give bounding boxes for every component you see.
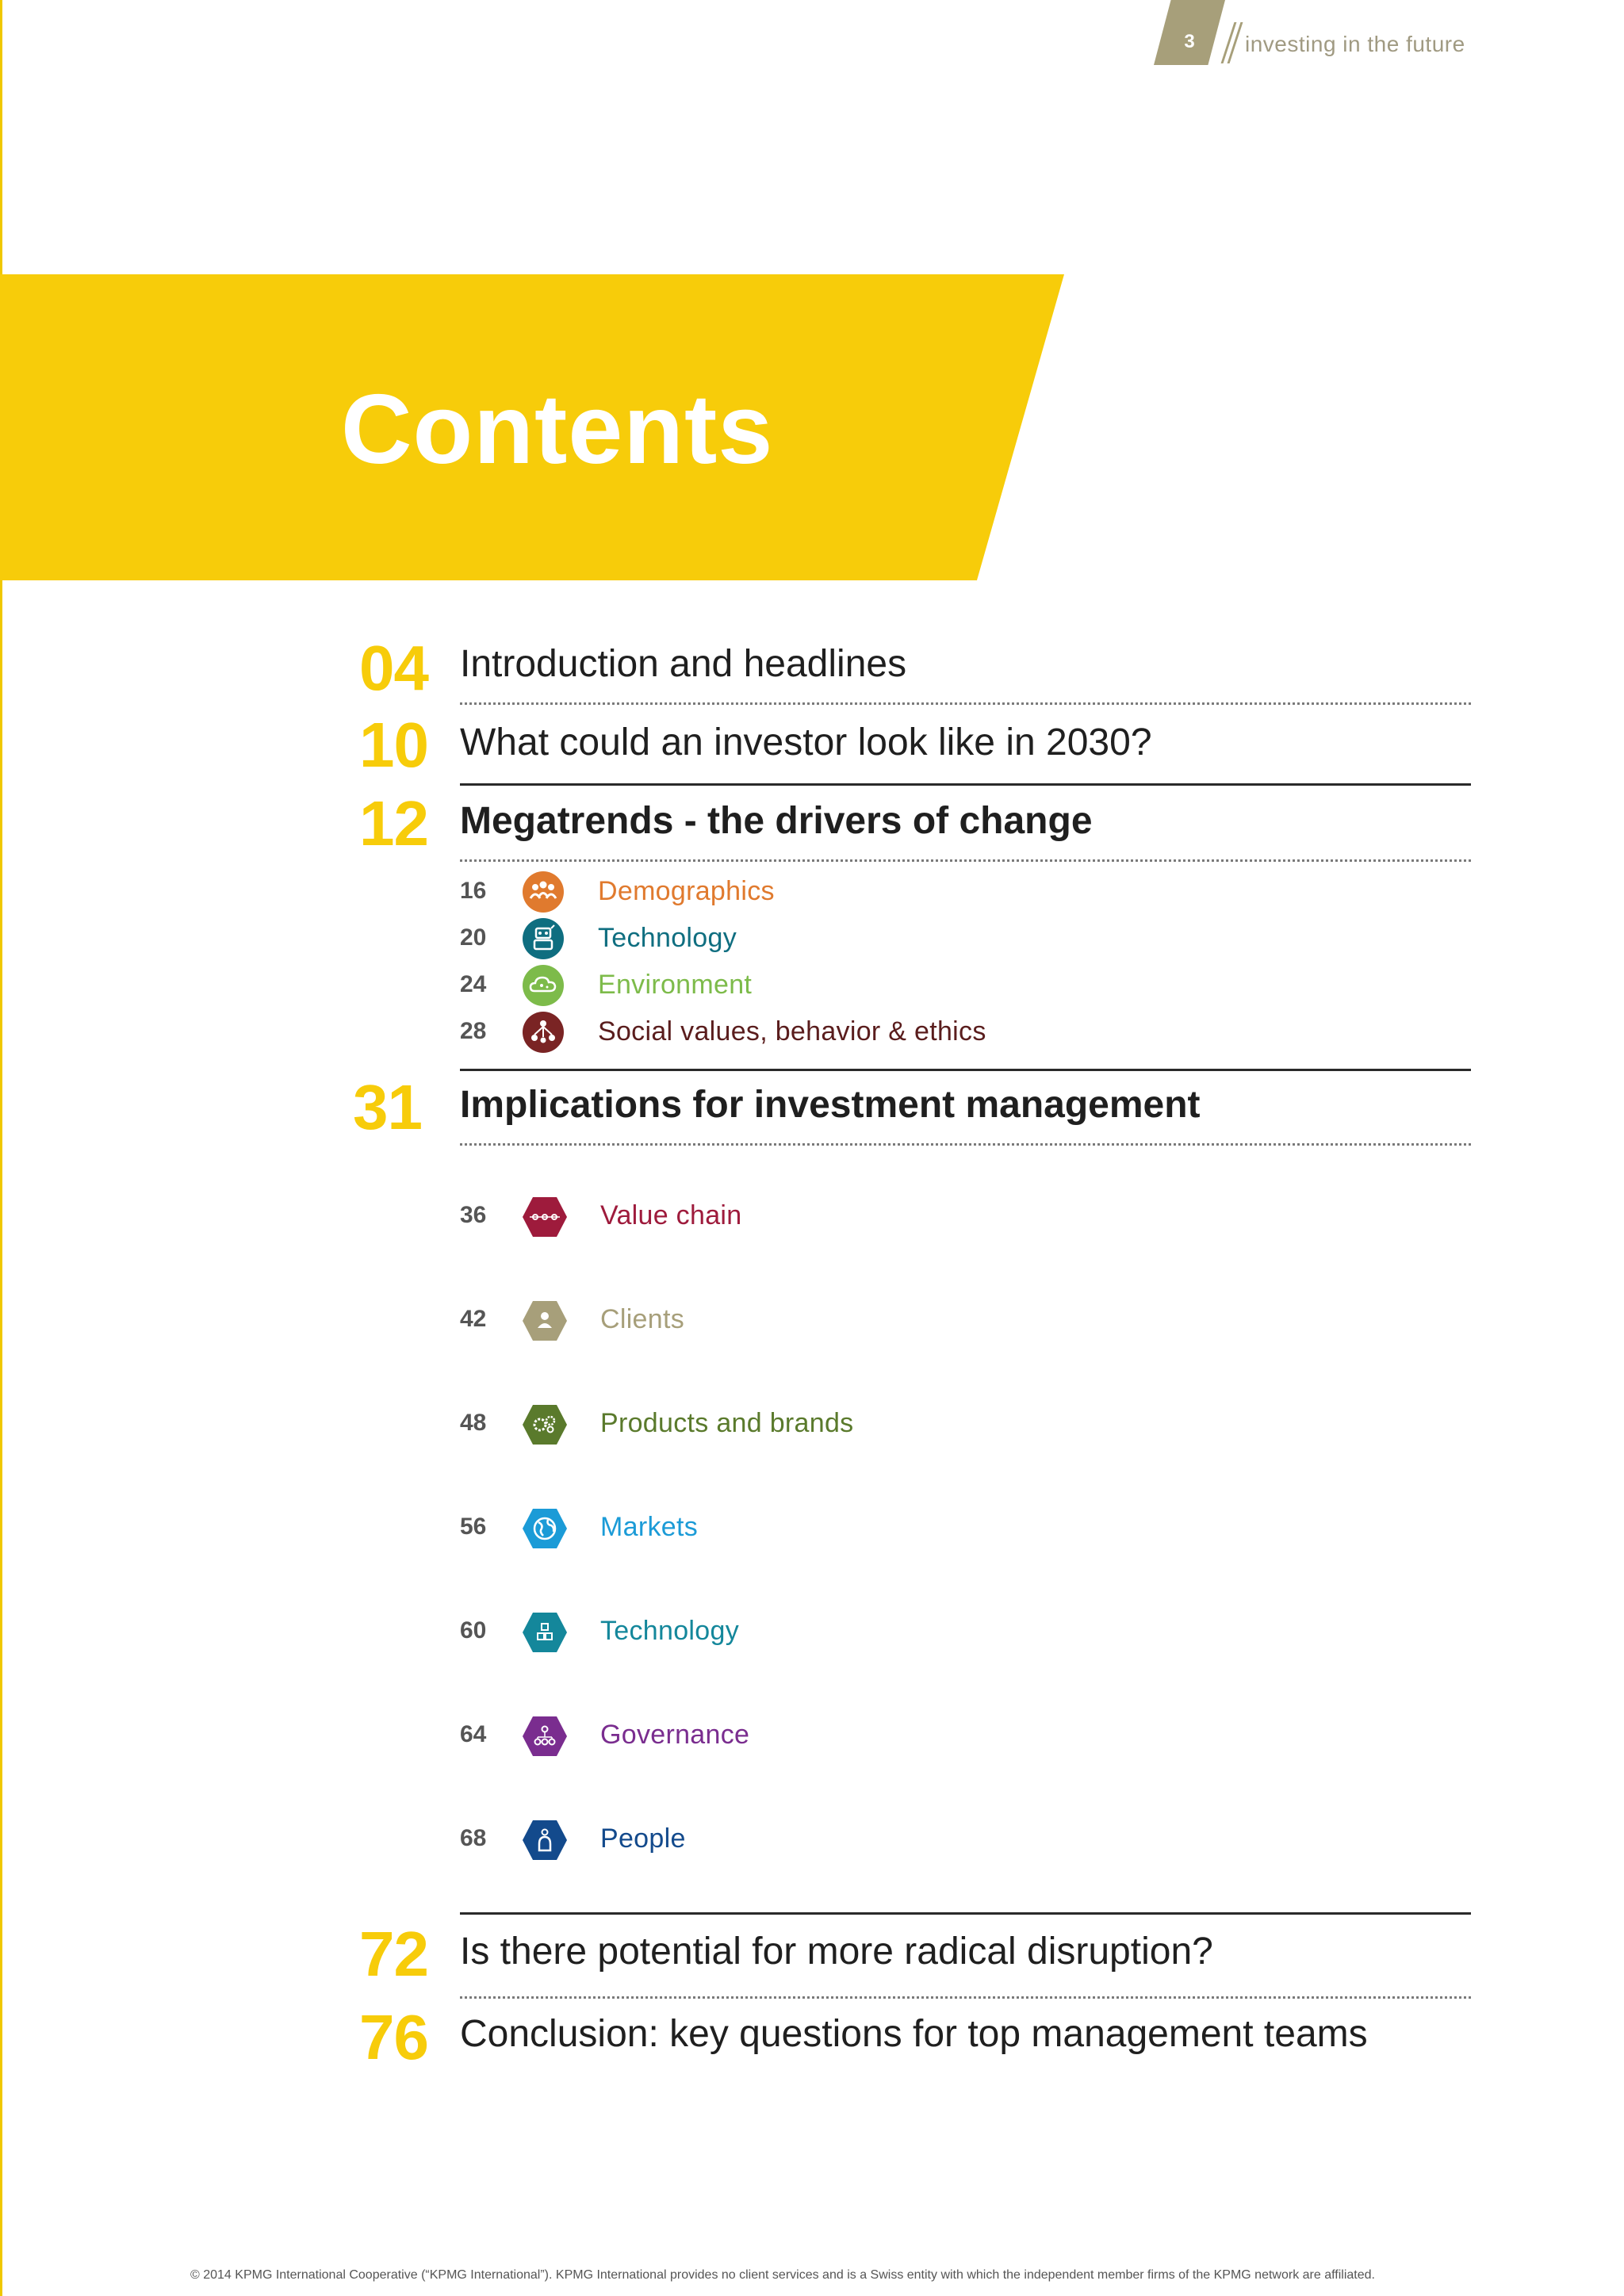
sub-entry-social-values[interactable]: Social values, behavior & ethics: [598, 1016, 986, 1047]
toc-page-number: 10: [359, 710, 428, 780]
toc-page-number: 31: [353, 1072, 422, 1142]
sub-page-number: 20: [460, 924, 487, 951]
solid-divider: [460, 783, 1471, 786]
hierarchy-icon: [522, 1715, 568, 1758]
network-people-icon: [523, 1012, 564, 1053]
sub-entry-demographics[interactable]: Demographics: [598, 876, 775, 906]
sub-page-number: 68: [460, 1825, 487, 1851]
sub-entry-clients[interactable]: Clients: [600, 1304, 685, 1334]
sub-entry-markets[interactable]: Markets: [600, 1512, 699, 1542]
sub-page-number: 28: [460, 1018, 487, 1044]
gears-icon: [522, 1403, 568, 1446]
page-title: Contents: [341, 375, 774, 484]
toc-page-number: 12: [359, 788, 428, 859]
robot-icon: [523, 918, 564, 959]
sub-page-number: 16: [460, 878, 487, 904]
toc-entry-implications[interactable]: Implications for investment management: [460, 1084, 1201, 1126]
sub-entry-products-brands[interactable]: Products and brands: [600, 1408, 854, 1438]
chain-icon: [522, 1196, 568, 1238]
dotted-divider: [460, 1143, 1471, 1146]
sub-page-number: 48: [460, 1410, 487, 1436]
blocks-icon: [522, 1611, 568, 1654]
sub-entry-environment[interactable]: Environment: [598, 970, 753, 1000]
running-title: investing in the future: [1245, 32, 1465, 56]
toc-entry-disruption[interactable]: Is there potential for more radical disruption?: [460, 1931, 1213, 1973]
sub-page-number: 42: [460, 1306, 487, 1332]
sub-entry-governance[interactable]: Governance: [600, 1720, 750, 1750]
toc-page-number: 04: [359, 633, 428, 703]
toc-page-number: 72: [359, 1919, 428, 1989]
dotted-divider: [460, 859, 1471, 862]
solid-divider: [460, 1069, 1471, 1071]
person-icon: [522, 1299, 568, 1342]
dotted-divider: [460, 702, 1471, 705]
globe-icon: [522, 1507, 568, 1550]
sub-page-number: 64: [460, 1721, 487, 1747]
cloud-icon: [523, 965, 564, 1006]
sub-page-number: 56: [460, 1513, 487, 1540]
lightbulb-head-icon: [522, 1819, 568, 1862]
sub-entry-technology-implication[interactable]: Technology: [600, 1616, 740, 1646]
sub-page-number: 36: [460, 1202, 487, 1228]
toc-entry-investor-2030[interactable]: What could an investor look like in 2030?: [460, 721, 1152, 763]
copyright-footer: © 2014 KPMG International Cooperative (“KPMG International”). KPMG International provides no client services and is a Swiss entity with which the independent member firms of the KPMG network are affiliated.: [190, 2268, 1375, 2282]
page-number: 3: [1184, 31, 1195, 52]
sub-entry-technology-megatrend[interactable]: Technology: [598, 923, 737, 953]
sub-entry-value-chain[interactable]: Value chain: [600, 1200, 742, 1230]
toc-entry-introduction[interactable]: Introduction and headlines: [460, 643, 907, 685]
sub-page-number: 60: [460, 1617, 487, 1644]
dotted-divider: [460, 1996, 1471, 1999]
toc-page-number: 76: [359, 2002, 428, 2072]
sub-page-number: 24: [460, 971, 487, 997]
solid-divider: [460, 1912, 1471, 1915]
people-group-icon: [523, 871, 564, 913]
toc-entry-conclusion[interactable]: Conclusion: key questions for top management teams: [460, 2013, 1368, 2055]
sub-entry-people[interactable]: People: [600, 1823, 686, 1854]
toc-entry-megatrends[interactable]: Megatrends - the drivers of change: [460, 800, 1093, 842]
